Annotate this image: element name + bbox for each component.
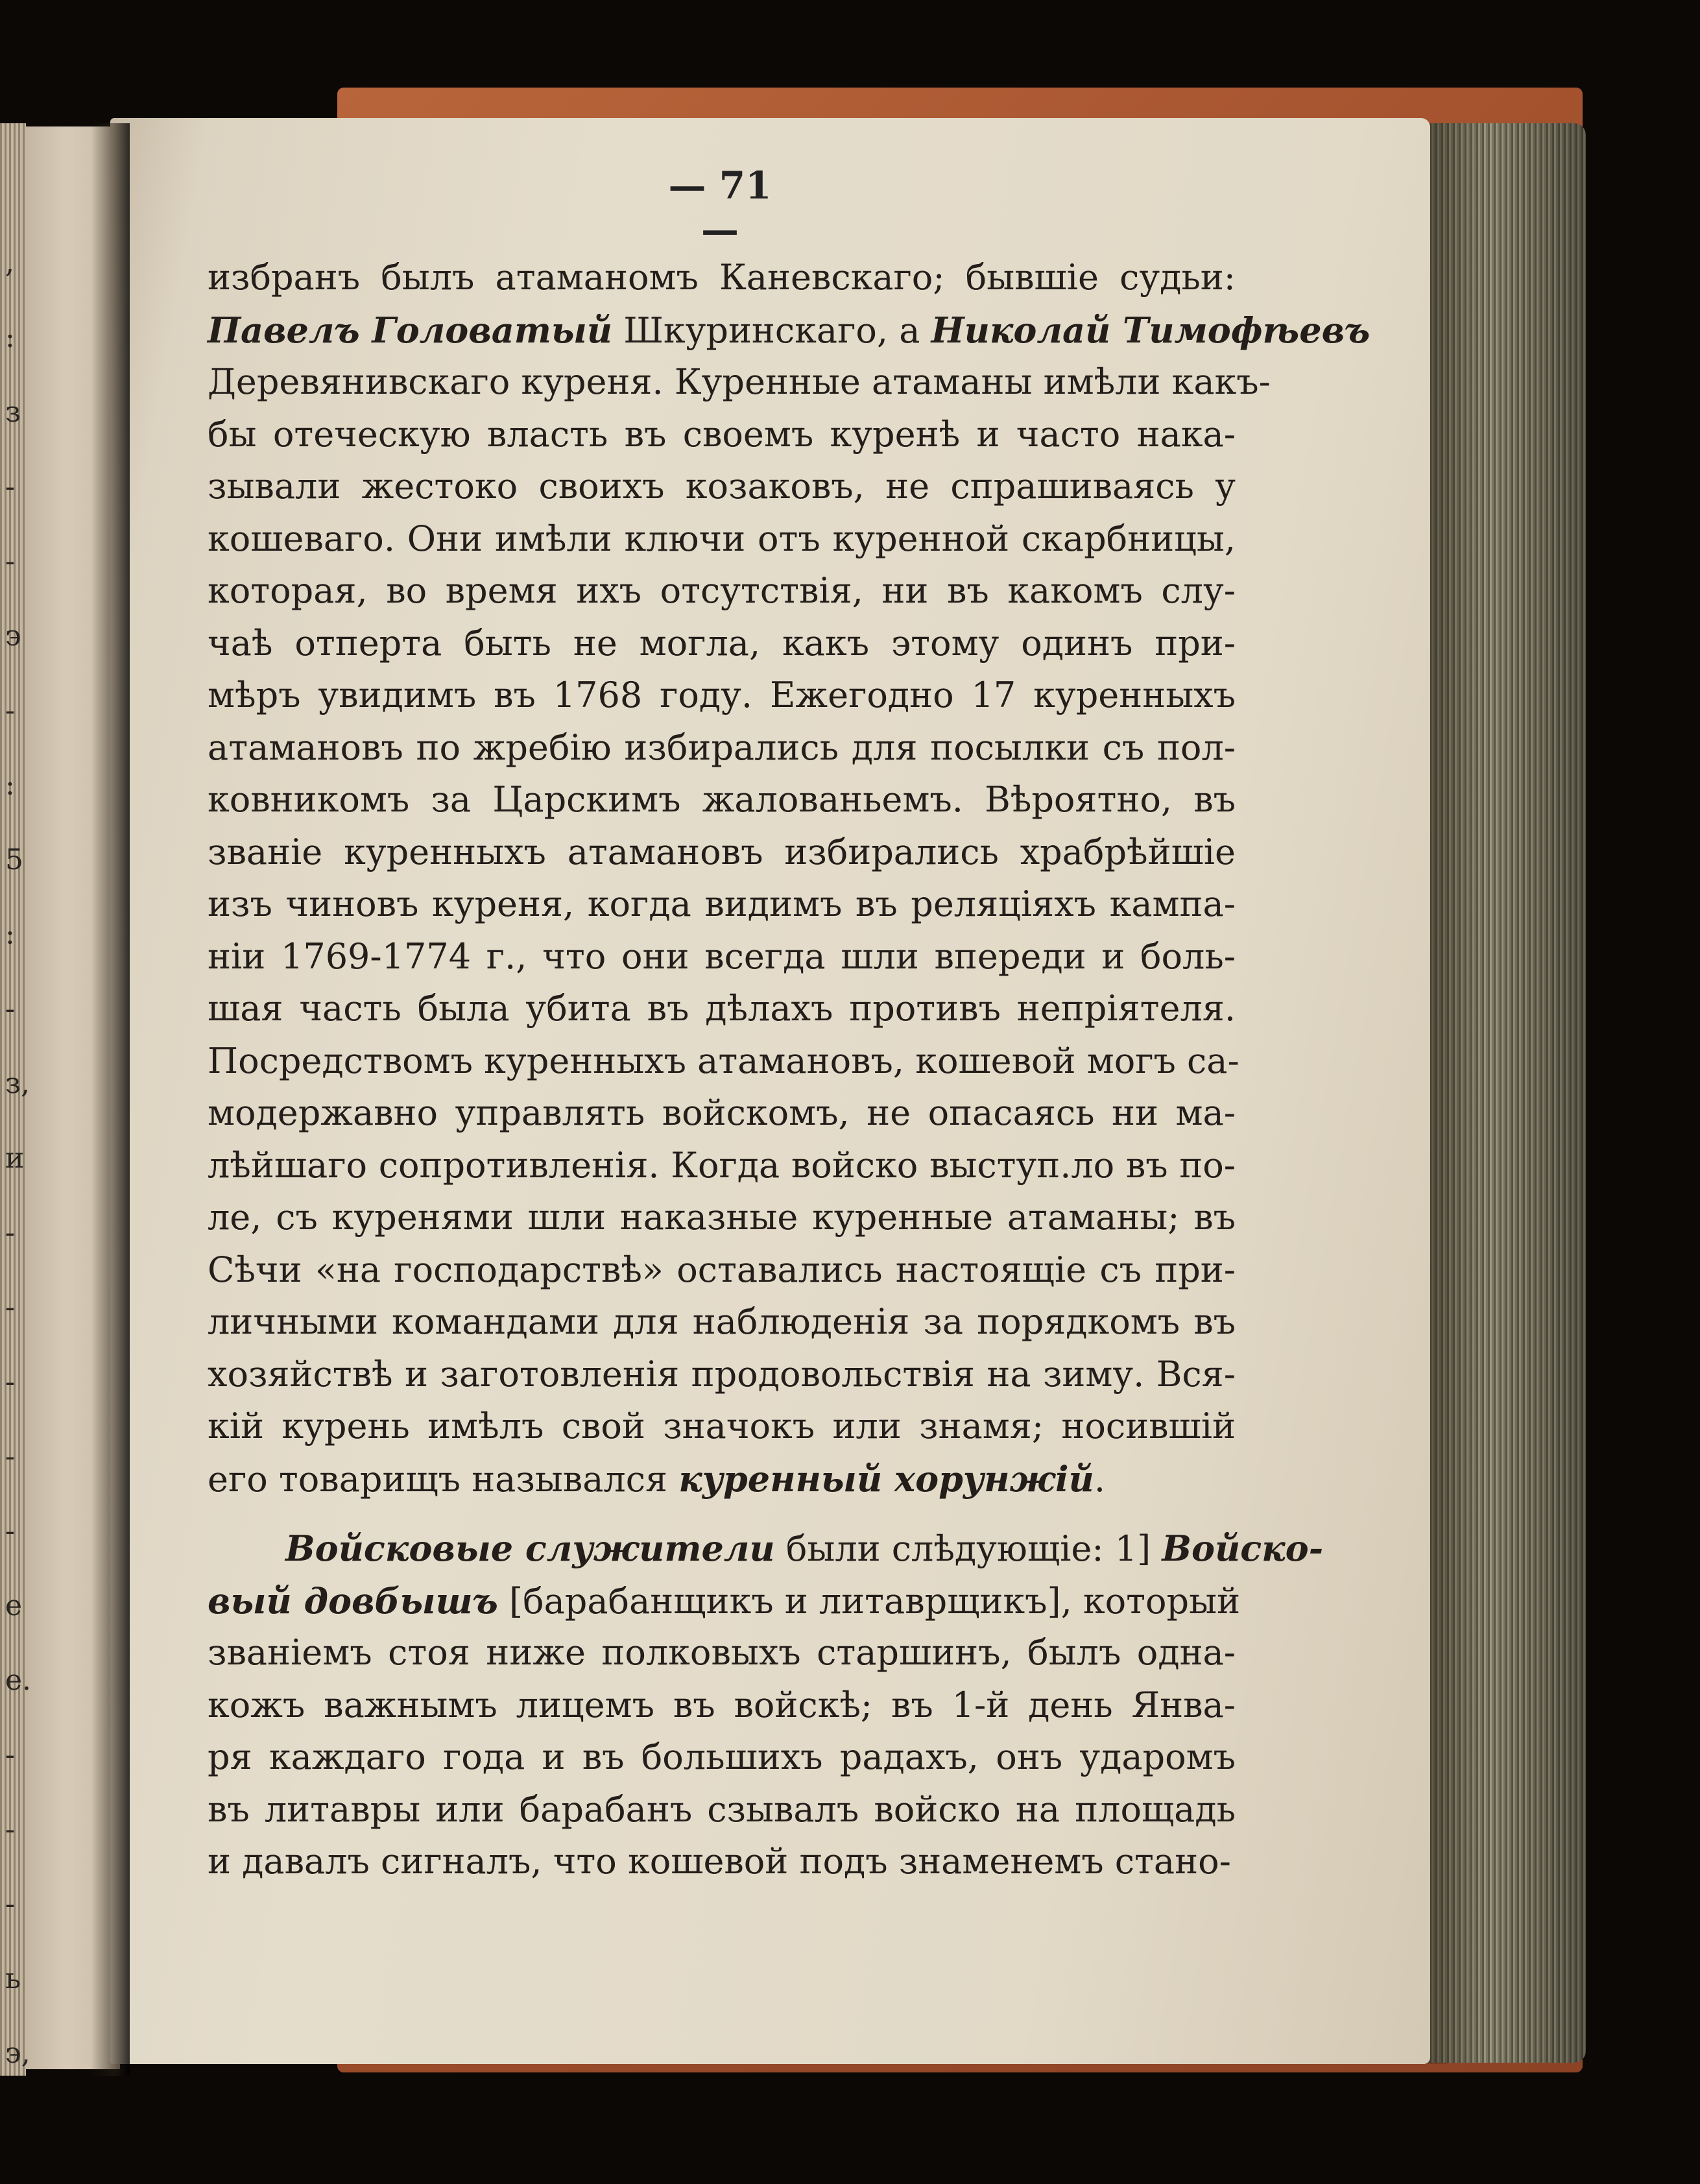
text-line [208, 409, 1236, 461]
margin-char: : [5, 769, 15, 802]
margin-char: э [5, 619, 21, 653]
right-page-edges [1424, 123, 1586, 2063]
text-run: которая, во время ихъ отсутствія, ни въ какомъ слу- [208, 570, 1236, 611]
margin-char: з, [5, 1067, 30, 1100]
text-run: мѣръ увидимъ въ 1768 году. Ежегодно 17 куренныхъ [208, 675, 1236, 715]
text-line [208, 461, 1236, 513]
text-line [208, 1731, 1236, 1784]
text-run: шая часть была убита въ дѣлахъ противъ непріятеля. [208, 988, 1236, 1029]
text-line [208, 1087, 1236, 1140]
text-line [208, 1784, 1236, 1836]
text-line [208, 1679, 1236, 1732]
margin-char: е [5, 1589, 23, 1622]
text-line [208, 1400, 1236, 1453]
paragraph-gap [208, 1505, 1236, 1522]
text-run: Шкуринскаго, а [612, 309, 931, 351]
paragraph-1 [208, 252, 1371, 1505]
text-run: избранъ былъ атаманомъ Каневскаго; бывшіе судьи: [208, 257, 1236, 298]
text-run: . [1094, 1458, 1105, 1500]
text-run: кошеваго. Они имѣли ключи отъ куренной скарбницы, [208, 518, 1236, 559]
margin-char: - [5, 1515, 15, 1548]
text-run: и давалъ сигналъ, что кошевой подъ знаменемъ стано- [208, 1841, 1231, 1882]
text-line [208, 774, 1236, 826]
text-run: его товарищъ назывался [208, 1458, 679, 1500]
paragraph-2 [208, 1522, 1324, 1888]
text-run: чаѣ отперта быть не могла, какъ этому одинъ при- [208, 622, 1236, 664]
italic-emphasis: Николай Тимофѣевъ [931, 309, 1371, 351]
text-run: ле, съ куренями шли наказные куренные атаманы; въ [208, 1197, 1236, 1238]
text-run: ковникомъ за Царскимъ жалованьемъ. Вѣроятно, въ [208, 779, 1236, 820]
text-line [208, 1575, 1241, 1627]
margin-char: - [5, 1365, 15, 1398]
margin-char: - [5, 694, 15, 727]
text-run: личными командами для наблюденія за порядкомъ въ [208, 1301, 1236, 1342]
margin-char: - [5, 992, 15, 1026]
margin-char: : [5, 918, 15, 951]
text-run: бы отеческую власть въ своемъ куренѣ и часто нака- [208, 413, 1236, 455]
text-run: модержавно управлять войскомъ, не опасаясь ни ма- [208, 1092, 1236, 1133]
text-run: Посредствомъ куренныхъ атамановъ, кошевой могъ са- [208, 1040, 1239, 1081]
margin-char: е. [5, 1664, 32, 1697]
text-line [208, 252, 1236, 304]
margin-char: э, [5, 2037, 30, 2070]
text-line [208, 878, 1236, 931]
margin-char: и [5, 1142, 25, 1175]
text-run: изъ чиновъ куреня, когда видимъ въ реляціяхъ кампа- [208, 883, 1236, 924]
text-line [208, 1522, 1324, 1575]
margin-char: - [5, 1291, 15, 1324]
italic-emphasis: вый довбышъ [208, 1579, 498, 1622]
text-run: хозяйствѣ и заготовленія продовольствія на зиму. Вся- [208, 1353, 1236, 1395]
page-number: — 71 — [668, 163, 772, 252]
text-line [208, 1192, 1236, 1244]
book-gutter [91, 123, 130, 2076]
text-line [208, 1349, 1236, 1401]
page-body-text [208, 252, 1371, 1888]
text-line [208, 722, 1236, 774]
italic-emphasis: Павелъ Головатый [208, 309, 613, 351]
text-line [208, 1140, 1236, 1192]
text-line [208, 565, 1236, 618]
margin-char: 5 [5, 843, 23, 876]
text-line [208, 1627, 1236, 1679]
text-run: Деревянивскаго куреня. Куренные атаманы имѣли какъ- [208, 361, 1271, 402]
text-run: [барабанщикъ и литаврщикъ], который [497, 1580, 1241, 1622]
margin-char: ь [5, 1962, 21, 1995]
text-line [208, 618, 1236, 670]
text-line [208, 1244, 1236, 1297]
text-line [208, 826, 1236, 879]
text-line [208, 983, 1236, 1035]
text-run: кожъ важнымъ лицемъ въ войскѣ; въ 1-й день Янва- [208, 1684, 1236, 1725]
text-run: атамановъ по жребію избирались для посылки съ пол- [208, 726, 1236, 768]
text-line [208, 1836, 1236, 1888]
margin-char: - [5, 1216, 15, 1249]
text-run: Сѣчи «на господарствѣ» оставались настоящіе съ при- [208, 1249, 1236, 1290]
text-line [208, 513, 1236, 566]
text-run: зывали жестоко своихъ козаковъ, не спрашиваясь у [208, 466, 1236, 507]
margin-char: - [5, 1888, 15, 1921]
margin-char: : [5, 321, 15, 354]
margin-char: - [5, 545, 15, 578]
margin-char: - [5, 1738, 15, 1771]
margin-char: - [5, 1813, 15, 1846]
text-line [208, 669, 1236, 722]
text-run: ря каждаго года и въ большихъ радахъ, онъ ударомъ [208, 1736, 1236, 1777]
italic-emphasis: куренный хорунжій [678, 1458, 1094, 1500]
margin-char: , [5, 246, 14, 280]
text-line [208, 931, 1236, 983]
text-line [208, 304, 1371, 357]
text-line [208, 1035, 1239, 1088]
text-line [208, 356, 1271, 409]
margin-char: - [5, 1440, 15, 1473]
text-run: лѣйшаго сопротивленія. Когда войско выступ.ло въ по- [208, 1144, 1236, 1186]
text-line [208, 1296, 1236, 1349]
text-run: въ литавры или барабанъ сзывалъ войско на площадь [208, 1788, 1236, 1830]
text-run: званіе куренныхъ атамановъ избирались храбрѣйшіе [208, 831, 1236, 872]
text-line [208, 1453, 1236, 1506]
margin-char: з [5, 396, 21, 429]
text-run: ніи 1769-1774 г., что они всегда шли впереди и боль- [208, 935, 1236, 977]
margin-char: - [5, 470, 15, 503]
text-run: были слѣдующіе: 1] [774, 1528, 1162, 1569]
italic-emphasis: Войсковые служители [285, 1528, 775, 1569]
text-run: званіемъ стоя ниже полковыхъ старшинъ, былъ одна- [208, 1632, 1236, 1673]
italic-emphasis: Войско- [1162, 1528, 1324, 1569]
text-run: кій курень имѣлъ свой значокъ или знамя; носившій [208, 1406, 1236, 1446]
